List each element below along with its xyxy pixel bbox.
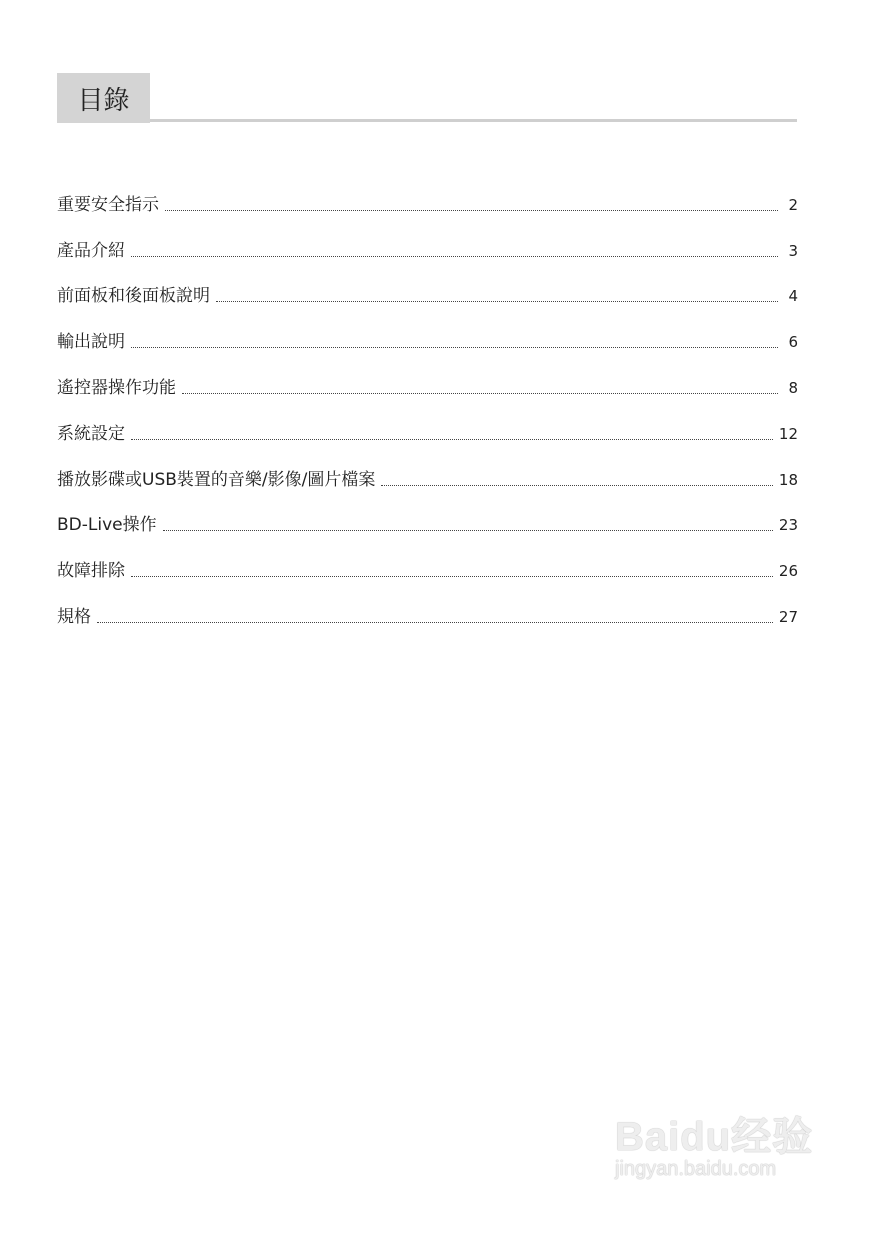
toc-page: 26 [778,562,798,581]
toc-label: 規格 [57,606,91,627]
toc-label: 系統設定 [57,423,125,444]
toc-page: 27 [778,607,798,626]
toc-label: 播放影碟或USB裝置的音樂/影像/圖片檔案 [57,469,376,490]
toc-entry[interactable] [57,493,798,539]
toc-label: 重要安全指示 [57,194,159,215]
toc-entry[interactable] [57,538,798,584]
baidu-watermark [615,1105,813,1181]
leader-dots [131,575,773,577]
toc-label: 前面板和後面板說明 [57,286,210,307]
toc-label: 故障排除 [57,561,125,582]
leader-dots [163,529,773,531]
toc-entry[interactable] [57,218,798,264]
title-divider [150,119,797,122]
leader-dots [131,346,778,348]
toc-entry[interactable] [57,401,798,447]
toc-page: 23 [778,516,798,535]
toc-page: 8 [788,378,798,397]
toc-entry[interactable] [57,355,798,401]
leader-dots [131,255,778,257]
toc-label: BD-Live操作 [57,515,157,536]
watermark-brand: Baidu经验 [615,1115,814,1159]
watermark-url: jingyan.baidu.com [615,1158,777,1180]
toc-entry[interactable] [57,447,798,493]
page-title: 目錄 [57,73,150,123]
toc-page: 6 [788,333,798,352]
toc-page: 12 [778,424,798,443]
toc-entry[interactable] [57,584,798,630]
toc-page: 3 [788,241,798,260]
toc-page: 4 [788,287,798,306]
leader-dots [381,484,773,486]
toc-page: 18 [778,470,798,489]
leader-dots [216,300,778,302]
toc-entry[interactable] [57,172,798,218]
leader-dots [97,621,773,623]
leader-dots [131,438,773,440]
leader-dots [165,209,778,211]
toc-label: 遙控器操作功能 [57,377,176,398]
leader-dots [182,392,778,394]
toc-entry[interactable] [57,309,798,355]
table-of-contents [57,172,798,630]
toc-label: 輸出說明 [57,332,125,353]
toc-page: 2 [788,195,798,214]
toc-label: 產品介紹 [57,240,125,261]
toc-entry[interactable] [57,264,798,310]
